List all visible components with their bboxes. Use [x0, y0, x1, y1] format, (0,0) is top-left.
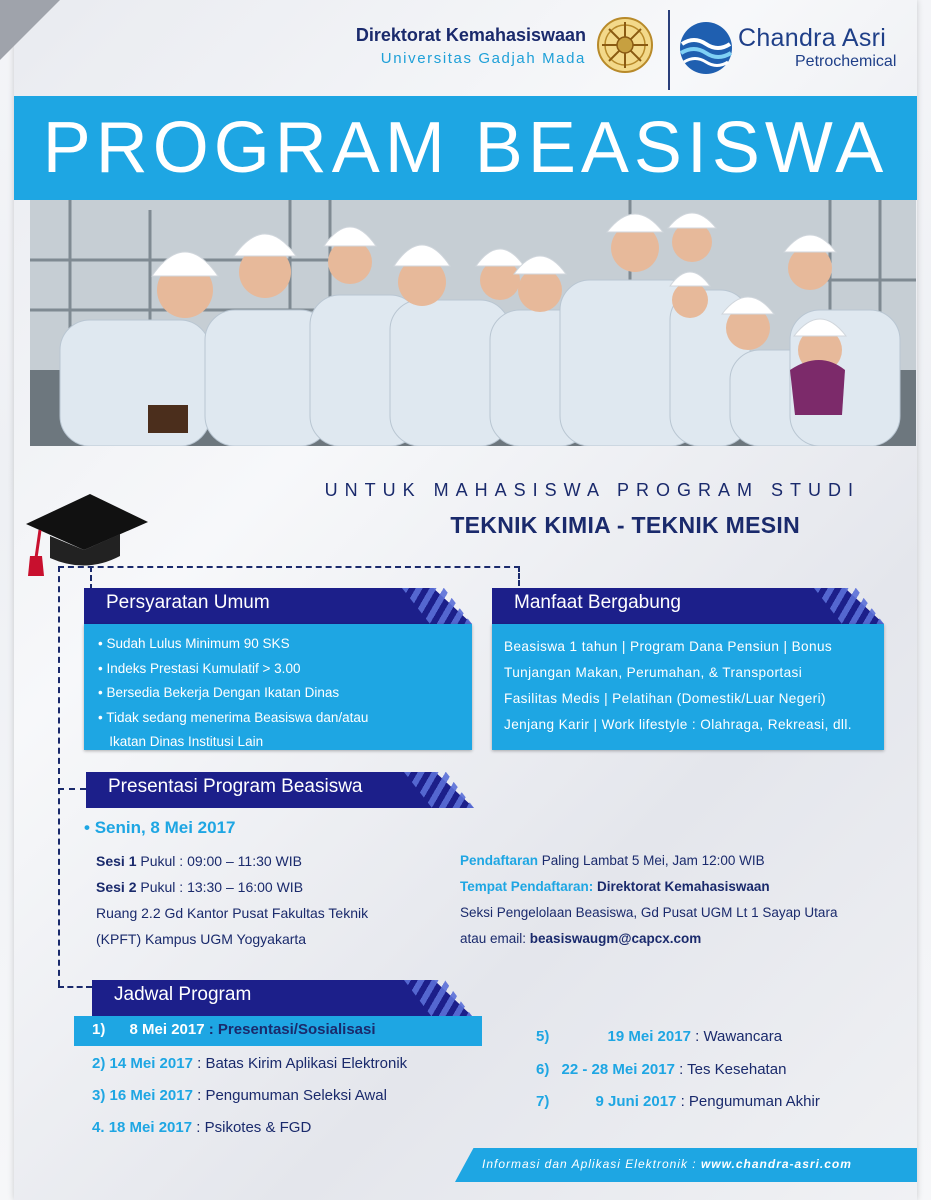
- requirements-box: [84, 624, 472, 750]
- footer-label: Informasi dan Aplikasi Elektronik :: [482, 1157, 701, 1171]
- org-title: Direktorat Kemahasiswaan: [355, 25, 586, 45]
- session-1-time: Pukul : 09:00 – 11:30 WIB: [136, 853, 302, 869]
- schedule-text: Presentasi/Sosialisasi: [217, 1021, 376, 1038]
- place-text: Direktorat Kemahasiswaan: [593, 879, 770, 894]
- website-link[interactable]: www.chandra-asri.com: [700, 1157, 852, 1171]
- connector-line: [58, 566, 520, 568]
- session-1: [96, 848, 368, 874]
- benefits-list: [492, 624, 884, 748]
- schedule-item: [92, 1055, 407, 1072]
- schedule-date: 8 Mei 2017: [129, 1021, 205, 1038]
- schedule-num: 3): [92, 1087, 106, 1104]
- presentation-date: • Senin, 8 Mei 2017: [84, 818, 236, 837]
- sponsor-subtitle: Petrochemical: [795, 53, 897, 70]
- benefits-box: [492, 624, 884, 750]
- registration-email: [460, 926, 837, 952]
- session-2: [96, 874, 368, 900]
- benefits-title: Manfaat Bergabung: [514, 592, 681, 613]
- schedule-text: Pengumuman Seleksi Awal: [205, 1087, 387, 1104]
- header-divider: [668, 10, 670, 90]
- schedule-text: Wawancara: [703, 1028, 783, 1045]
- schedule-text: Psikotes & FGD: [204, 1119, 312, 1136]
- org-subtitle: Universitas Gadjah Mada: [380, 50, 586, 67]
- registration-place: [460, 874, 837, 900]
- schedule-text: Pengumuman Akhir: [688, 1093, 820, 1110]
- schedule-date: 14 Mei 2017: [109, 1055, 193, 1072]
- list-item: • Indeks Prestasi Kumulatif > 3.00: [98, 660, 301, 676]
- list-item: Tunjangan Makan, Perumahan, & Transportasi: [504, 665, 803, 680]
- list-item: • Bersedia Bekerja Dengan Ikatan Dinas: [98, 685, 340, 700]
- connector-line: [58, 566, 60, 986]
- list-item: • Tidak sedang menerima Beasiswa dan/atau: [98, 709, 369, 725]
- ugm-seal-icon: [596, 16, 654, 74]
- schedule-sep: :: [192, 1119, 205, 1136]
- chandra-asri-logo-icon: [678, 20, 734, 76]
- schedule-num: 6): [536, 1061, 550, 1078]
- schedule-item: [536, 1061, 786, 1078]
- page-title: PROGRAM BEASISWA: [42, 108, 889, 188]
- list-item: Beasiswa 1 tahun | Program Dana Pensiun | Bonus: [504, 639, 833, 654]
- schedule-date: 18 Mei 2017: [108, 1119, 193, 1136]
- schedule-item: [92, 1087, 387, 1104]
- schedule-item: [92, 1119, 311, 1136]
- schedule-sep: :: [674, 1061, 688, 1078]
- connector-line: [90, 566, 92, 590]
- title-banner: [14, 96, 917, 200]
- list-item: Jenjang Karir | Work lifestyle : Olahraga, Rekreasi, dll.: [504, 717, 852, 732]
- session-1-label: Sesi 1: [96, 853, 137, 869]
- venue-line-1: Ruang 2.2 Gd Kantor Pusat Fakultas Teknik: [96, 905, 369, 921]
- schedule-item: [92, 1021, 376, 1038]
- sponsor-name: Chandra Asri: [738, 24, 887, 52]
- schedule-text: Tes Kesehatan: [687, 1061, 787, 1078]
- schedule-header: [92, 980, 472, 1016]
- place-label: Tempat Pendaftaran:: [460, 879, 594, 894]
- schedule-sep: :: [192, 1055, 206, 1072]
- graduation-cap-icon: [20, 484, 152, 578]
- schedule-title: Jadwal Program: [114, 984, 252, 1005]
- schedule-date: 16 Mei 2017: [109, 1087, 193, 1104]
- session-2-time: Pukul : 13:30 – 16:00 WIB: [136, 879, 304, 895]
- schedule-num: 4.: [92, 1119, 105, 1136]
- requirements-list: [84, 624, 472, 763]
- deadline-label: Pendaftaran: [460, 853, 539, 868]
- registration-details: [460, 848, 837, 952]
- registration-deadline: [460, 848, 837, 874]
- schedule-date: 9 Juni 2017: [595, 1093, 677, 1110]
- list-item: • Sudah Lulus Minimum 90 SKS: [98, 636, 290, 651]
- schedule-date: 22 - 28 Mei 2017: [561, 1061, 675, 1078]
- connector-line: [58, 788, 86, 790]
- requirements-header: [84, 588, 472, 624]
- schedule-item: [536, 1028, 782, 1045]
- venue-line-2: (KPFT) Kampus UGM Yogyakarta: [96, 931, 307, 947]
- email-link[interactable]: beasiswaugm@capcx.com: [529, 931, 702, 946]
- connector-line: [58, 986, 92, 988]
- presentation-header: [86, 772, 474, 808]
- email-prefix: atau email:: [460, 931, 530, 946]
- requirements-title: Persyaratan Umum: [106, 592, 270, 613]
- schedule-num: 1): [92, 1021, 106, 1038]
- schedule-sep: :: [690, 1028, 704, 1045]
- schedule-num: 5): [536, 1028, 550, 1045]
- deadline-text: Paling Lambat 5 Mei, Jam 12:00 WIB: [538, 853, 765, 868]
- schedule-text: Batas Kirim Aplikasi Elektronik: [205, 1055, 408, 1072]
- presentation-date-text: Senin, 8 Mei 2017: [94, 818, 236, 837]
- schedule-num: 2): [92, 1055, 106, 1072]
- presentation-details: [96, 848, 368, 952]
- group-photo: [30, 200, 916, 446]
- footer-info: [482, 1157, 852, 1171]
- schedule-sep: :: [192, 1087, 206, 1104]
- schedule-item: [536, 1093, 820, 1110]
- registration-place-detail: Seksi Pengelolaan Beasiswa, Gd Pusat UGM Lt 1 Sayap Utara: [460, 905, 838, 920]
- schedule-num: 7): [536, 1093, 550, 1110]
- schedule-sep: :: [676, 1093, 689, 1110]
- list-item: Ikatan Dinas Institusi Lain: [98, 734, 264, 749]
- schedule-sep: :: [204, 1021, 218, 1038]
- list-item: Fasilitas Medis | Pelatihan (Domestik/Luar Negeri): [504, 691, 826, 706]
- connector-line: [518, 566, 520, 586]
- presentation-title: Presentasi Program Beasiswa: [108, 776, 363, 797]
- benefits-header: [492, 588, 884, 624]
- study-programs: TEKNIK KIMIA - TEKNIK MESIN: [450, 512, 800, 538]
- session-2-label: Sesi 2: [96, 879, 137, 895]
- audience-line: UNTUK MAHASISWA PROGRAM STUDI: [324, 480, 860, 500]
- schedule-date: 19 Mei 2017: [607, 1028, 691, 1045]
